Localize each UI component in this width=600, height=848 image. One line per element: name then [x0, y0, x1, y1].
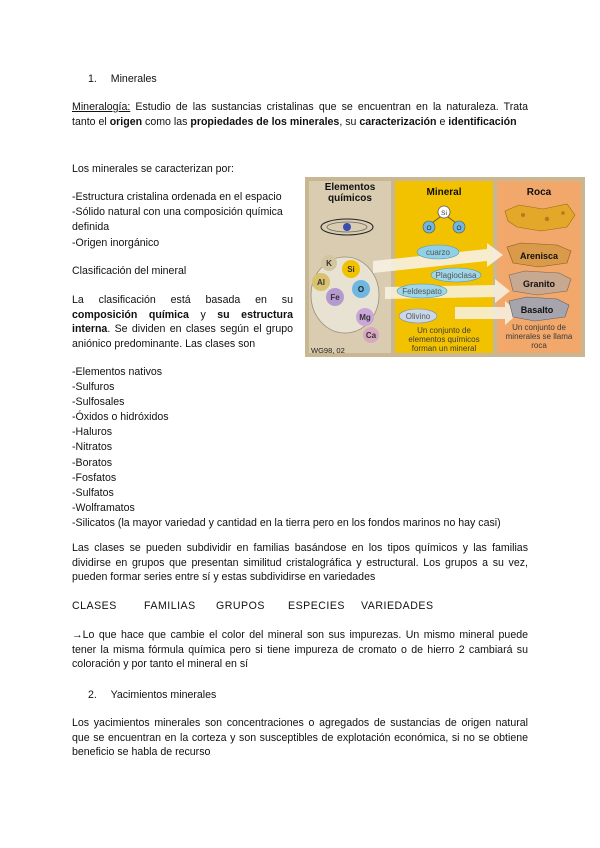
section-1-number: 1.: [88, 73, 97, 85]
element-mg: [356, 308, 374, 326]
list-item: -Elementos nativos: [72, 366, 163, 378]
element-k: [321, 255, 337, 271]
svg-text:Si: Si: [347, 265, 355, 274]
svg-text:O: O: [426, 225, 432, 232]
roca-caption-1: Un conjunto de: [512, 323, 566, 332]
hierarchy-grupos: GRUPOS: [216, 600, 265, 612]
svg-text:O: O: [456, 225, 462, 232]
list-item: -Silicatos (la mayor variedad y cantidad en la tierra pero en los fondos marinos no hay casi): [72, 516, 501, 529]
mineralogia-term: Mineralogía:: [72, 101, 131, 113]
impurezas-paragraph: →Lo que hace que cambie el color del mineral son sus impurezas. Un mismo mineral puede tener la misma fórmula química pero si tiene impureza de cromato o de hierro 2 cambiará su coloración y por tanto el mineral en sí: [72, 629, 528, 671]
hierarchy-clases: CLASES: [72, 600, 117, 612]
svg-text:Al: Al: [317, 278, 325, 287]
element-al: [312, 273, 330, 291]
col1-title-line2: químicos: [328, 193, 372, 204]
svg-text:Si: Si: [441, 210, 447, 217]
hierarchy-row: [72, 600, 472, 614]
rock-basalto: [509, 297, 569, 321]
element-si: [342, 260, 360, 278]
roca-caption-3: roca: [531, 341, 547, 350]
svg-text:Ca: Ca: [365, 331, 377, 340]
caracteristicas-intro: Los minerales se caracterizan por:: [72, 163, 234, 175]
hierarchy-familias: FAMILIAS: [144, 600, 196, 612]
caracteristicas-list: [72, 190, 300, 251]
clasificacion-heading: Clasificación del mineral: [72, 265, 187, 277]
list-item: -Nitratos: [72, 441, 113, 454]
section-1-heading: [88, 72, 157, 86]
element-ca: [363, 327, 379, 343]
mineral-cuarzo: [417, 245, 459, 259]
svg-text:Fe: Fe: [330, 293, 340, 302]
rock-granito: [509, 271, 571, 295]
mineral-olivino: [399, 309, 437, 323]
mineral-plagioclasa: [431, 268, 481, 282]
svg-text:Olivino: Olivino: [405, 312, 431, 321]
list-item: -Sólido natural con una composición química definida: [72, 206, 283, 234]
list-item: -Sulfuros: [72, 381, 115, 394]
svg-text:Granito: Granito: [522, 279, 556, 289]
clasificacion-paragraph: La clasificación está basada en su composición química y su estructura interna. Se dividen en clases según el grupo aniónico predominante. Las clases son: [72, 294, 293, 350]
section-2-number: 2.: [88, 689, 97, 701]
mineral-caption-1: Un conjunto de: [417, 326, 471, 335]
list-item: -Fosfatos: [72, 471, 117, 484]
col1-title-line1: Elementos: [324, 182, 376, 193]
list-item: -Estructura cristalina ordenada en el espacio: [72, 191, 282, 203]
mineral-caption-3: forman un mineral: [411, 344, 477, 353]
col2-title: Mineral: [426, 187, 462, 198]
svg-text:O: O: [357, 285, 365, 294]
svg-text:Plagioclasa: Plagioclasa: [435, 271, 477, 280]
subdivision-paragraph: Las clases se pueden subdividir en familias basándose en los tipos químicos y las familias dividirse en grupos que presentan similitud cristalográfica y estructural. Los grupos a su vez, pueden formar series entre sí y estas subdividirse en variedades: [72, 542, 528, 584]
list-item: -Sulfosales: [72, 396, 125, 409]
minerals-figure: [305, 177, 585, 357]
svg-text:Arenisca: Arenisca: [519, 251, 559, 261]
svg-text:K: K: [326, 259, 332, 268]
list-item: -Origen inorgánico: [72, 236, 160, 249]
roca-caption-2: minerales se llama: [505, 332, 573, 341]
mineral-feldespato: [397, 284, 447, 298]
section-2-title: Yacimientos minerales: [110, 689, 217, 701]
list-item: -Haluros: [72, 426, 113, 439]
hierarchy-variedades: VARIEDADES: [361, 600, 434, 612]
section-2-heading: [88, 688, 216, 702]
svg-text:cuarzo: cuarzo: [425, 248, 451, 257]
rock-arenisca: [507, 243, 571, 267]
section-1-title: Minerales: [110, 73, 157, 85]
list-item: -Wolframatos: [72, 501, 135, 514]
svg-text:Basalto: Basalto: [520, 305, 554, 315]
yacimientos-paragraph: Los yacimientos minerales son concentraciones o agregados de sustancias de origen natural que se encuentran en la corteza y son susceptibles de explotación económica, si no se obtiene beneficio se habla de recurso: [72, 717, 528, 759]
list-item: -Boratos: [72, 456, 113, 469]
col3-title: Roca: [526, 187, 552, 198]
hierarchy-especies: ESPECIES: [288, 600, 345, 612]
svg-text:Mg: Mg: [359, 313, 371, 322]
element-o: [352, 280, 370, 298]
clases-list: [72, 365, 501, 531]
mineralogia-paragraph: Mineralogía: Estudio de las sustancias cristalinas que se encuentran en la naturaleza. Trata tanto el origen como las propiedades de los minerales, su caracterización e identificación: [72, 101, 528, 128]
list-item: -Sulfatos: [72, 486, 114, 499]
element-fe: [326, 288, 344, 306]
mineral-caption-2: elementos químicos: [408, 335, 480, 344]
svg-text:Feldespato: Feldespato: [402, 287, 442, 296]
list-item: -Óxidos o hidróxidos: [72, 411, 169, 424]
figure-credit: WG98, 02: [311, 346, 345, 355]
